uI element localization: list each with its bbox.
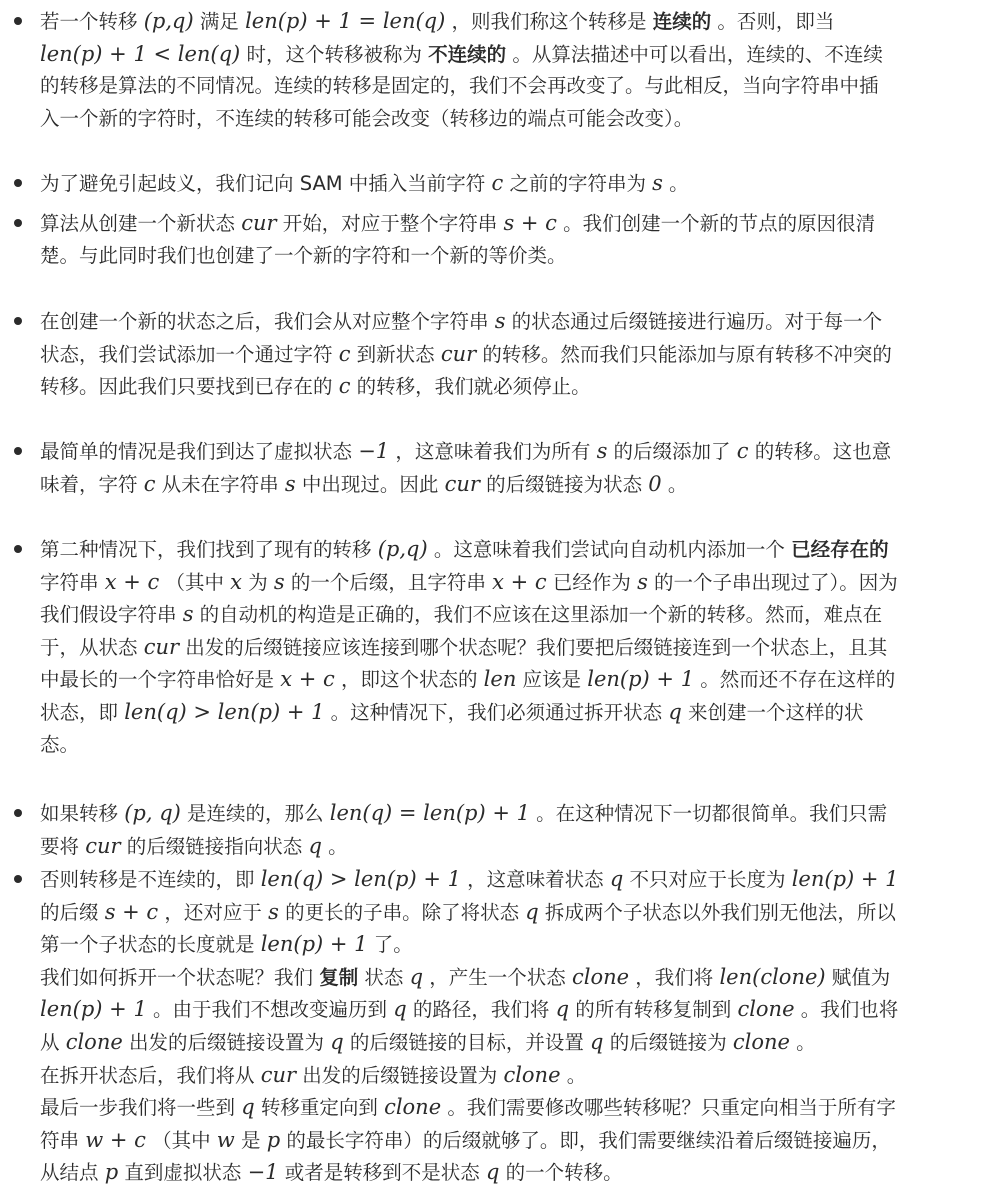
text-run: 。我们创建一个新的节点的原因很清 [556, 212, 876, 235]
math-inline: q [241, 1095, 255, 1119]
text-run: 应该是 [516, 668, 588, 691]
math-inline: c [491, 171, 504, 195]
text-run: 。由于我们不想改变遍历到 [146, 998, 394, 1021]
text-run: 。我们需要修改哪些转移呢？只重定向相当于所有字 [441, 1096, 896, 1119]
text-run: 或者是转移到不是状态 [278, 1161, 486, 1184]
text-line [40, 240, 567, 272]
text-run: 之前的字符串为 [503, 172, 653, 195]
text-run: 从结点 [40, 1161, 105, 1184]
text-run: 到新状态 [350, 343, 441, 366]
text-run: 。这种情况下，我们必须通过拆开状态 [324, 701, 669, 724]
math-inline: s [268, 900, 279, 924]
math-inline: c [338, 374, 351, 398]
text-run: 。这意味着我们尝试向自动机内添加一个 [427, 538, 792, 561]
text-run: 的后缀链接为 [603, 1031, 733, 1054]
text-line [40, 566, 898, 598]
text-run: 。 [321, 835, 348, 858]
bold-term: 连续的 [652, 10, 712, 33]
text-run: ，还对应于 [158, 901, 269, 924]
text-run: 。 [661, 473, 688, 496]
bold-term: 复制 [319, 966, 359, 989]
text-line [40, 696, 864, 728]
text-run: 的后缀链接的目标，并设置 [343, 1031, 591, 1054]
text-run: 。 [662, 172, 689, 195]
text-line [40, 863, 899, 895]
text-run: 否则转移是不连续的，即 [40, 868, 261, 891]
text-run: 开始，对应于整个字符串 [276, 212, 504, 235]
text-run: 楚。与此同时我们也创建了一个新的字符和一个新的等价类。 [40, 244, 567, 267]
text-run: 的一个后缀，且字符串 [284, 571, 493, 594]
math-inline: p [104, 1160, 119, 1184]
math-inline: q [409, 965, 424, 989]
text-run: 来创建一个这样的状 [681, 701, 864, 724]
text-run: 在拆开状态后，我们将从 [40, 1064, 261, 1087]
text-line [40, 830, 348, 862]
math-inline: len(p) + 1 [40, 997, 147, 1021]
math-inline: x + c [492, 570, 547, 594]
text-run: 的所有转移复制到 [569, 998, 738, 1021]
text-run: 的最长字符串）的后缀就够了。即，我们需要继续沿着后缀链接遍历， [280, 1129, 891, 1152]
math-inline: (p,q) [377, 537, 428, 561]
text-line [40, 103, 693, 135]
text-run: 最后一步我们将一些到 [40, 1096, 242, 1119]
text-run: 的转移。然而我们只能添加与原有转移不冲突的 [476, 343, 892, 366]
math-inline: (p, q) [124, 801, 181, 825]
text-run: 了。 [367, 933, 413, 956]
text-run: ，则我们称这个转移是 [445, 10, 653, 33]
text-line [40, 70, 879, 102]
text-run: 转移。因此我们只要找到已存在的 [40, 375, 339, 398]
text-run: 从 [40, 1031, 66, 1054]
math-inline: len(p) + 1 [587, 667, 695, 691]
text-run: 。然而还不存在这样的 [694, 668, 896, 691]
text-line [40, 1026, 816, 1058]
math-inline: s [273, 570, 285, 594]
bullet-dot-icon [14, 447, 22, 455]
text-run: ，产生一个状态 [423, 966, 572, 989]
math-inline: q [555, 997, 570, 1021]
text-run: 字符串 [40, 571, 105, 594]
text-run: ，即这个状态的 [334, 668, 484, 691]
math-inline: clone [65, 1030, 123, 1054]
text-run: 状态，即 [40, 701, 125, 724]
text-line [40, 896, 896, 928]
math-inline: q [668, 700, 682, 724]
text-run: 出发的后缀链接设置为 [122, 1031, 331, 1054]
bold-term: 不连续的 [428, 43, 507, 66]
text-run: 为 [242, 571, 274, 594]
math-inline: s + c [503, 211, 557, 235]
math-inline: −1 [358, 439, 390, 463]
bullet-dot-icon [14, 219, 22, 227]
text-run: 中出现过。因此 [295, 473, 445, 496]
text-run: 最简单的情况是我们到达了虚拟状态 [40, 440, 359, 463]
text-line [40, 435, 891, 467]
text-line [40, 370, 591, 402]
math-inline: q [308, 834, 322, 858]
math-inline: clone [571, 965, 630, 989]
text-run: 拆成两个子状态以外我们别无他法，所以 [538, 901, 896, 924]
math-inline: q [393, 997, 407, 1021]
text-line [40, 928, 413, 960]
text-line [40, 961, 890, 993]
text-line [40, 598, 882, 630]
text-run: 的一个转移。 [499, 1161, 623, 1184]
text-run: 要将 [40, 835, 86, 858]
text-line [40, 729, 79, 761]
text-run: 是连续的，那么 [180, 802, 330, 825]
text-run: 。我们也将 [794, 998, 899, 1021]
math-inline: q [330, 1030, 344, 1054]
text-line [40, 305, 882, 337]
text-run: （其中 [159, 571, 231, 594]
text-run: 第一个子状态的长度就是 [40, 933, 261, 956]
math-inline: s [284, 472, 296, 496]
text-run: 如果转移 [40, 802, 125, 825]
math-inline: cur [143, 635, 180, 659]
text-line [40, 5, 834, 37]
text-line [40, 993, 898, 1025]
bullet-dot-icon [14, 317, 22, 325]
math-inline: s [182, 602, 194, 626]
bullet-dot-icon [14, 875, 22, 883]
text-run: 的后缀链接为状态 [479, 473, 649, 496]
math-inline: s [596, 439, 608, 463]
math-inline: 0 [648, 472, 662, 496]
text-run: 算法从创建一个新状态 [40, 212, 242, 235]
math-inline: s [637, 570, 648, 594]
text-line [40, 797, 887, 829]
text-run: 入一个新的字符时，不连续的转移可能会改变（转移边的端点可能会改变）。 [40, 107, 694, 130]
text-run: 是 [234, 1129, 267, 1152]
text-run: 不只对应于长度为 [623, 868, 792, 891]
text-run: 味着，字符 [40, 473, 144, 496]
text-run: ，这意味着我们为所有 [389, 440, 597, 463]
math-inline: w [216, 1128, 235, 1152]
text-run: 已经作为 [546, 571, 638, 594]
math-inline: c [736, 439, 749, 463]
text-run: 的自动机的构造是正确的，我们不应该在这里添加一个新的转移。然而，难点在 [193, 603, 883, 626]
math-inline: cur [241, 211, 277, 235]
text-run: 从未在字符串 [155, 473, 285, 496]
bold-term: 已经存在的 [791, 538, 889, 561]
text-run: 状态，我们尝试添加一个通过字符 [40, 343, 339, 366]
text-run: 时，这个转移被称为 [240, 43, 429, 66]
text-run: 符串 [40, 1129, 86, 1152]
text-run: 赋值为 [825, 966, 891, 989]
text-line [40, 1059, 586, 1091]
math-inline: q [609, 867, 624, 891]
text-line [40, 167, 689, 199]
math-inline: c [338, 342, 351, 366]
text-run: 出发的后缀链接应该连接到哪个状态呢？我们要把后缀链接连到一个状态上，且其 [179, 636, 888, 659]
text-run: 。在这种情况下一切都很简单。我们只需 [529, 802, 888, 825]
math-inline: x + c [280, 667, 335, 691]
text-run: 满足 [193, 10, 246, 33]
math-inline: len(p) + 1 = len(q) [245, 9, 446, 33]
math-inline: len(q) > len(p) + 1 [260, 867, 461, 891]
math-inline: q [485, 1160, 500, 1184]
math-inline: w + c [85, 1128, 146, 1152]
text-line [40, 338, 892, 370]
math-inline: cur [440, 342, 477, 366]
text-line [40, 663, 895, 695]
math-inline: s [652, 171, 663, 195]
math-inline: (p,q) [143, 9, 194, 33]
text-run: 的后缀链接指向状态 [120, 835, 309, 858]
math-inline: s [494, 309, 506, 333]
text-run: 第二种情况下，我们找到了现有的转移 [40, 538, 378, 561]
text-run: 的状态通过后缀链接进行遍历。对于每一个 [505, 310, 883, 333]
text-run: 的转移，我们就必须停止。 [350, 375, 591, 398]
text-run: 。 [789, 1031, 816, 1054]
text-run: 转移重定向到 [254, 1096, 385, 1119]
math-inline: len(p) + 1 < len(q) [40, 42, 241, 66]
math-inline: clone [384, 1095, 442, 1119]
text-run: 我们假设字符串 [40, 603, 183, 626]
math-inline: cur [260, 1063, 297, 1087]
math-inline: len(q) > len(p) + 1 [124, 700, 325, 724]
bullet-dot-icon [14, 809, 22, 817]
text-run: 的更长的子串。除了将状态 [278, 901, 526, 924]
text-run: 。否则，即当 [711, 10, 835, 33]
text-run: ，这意味着状态 [460, 868, 610, 891]
text-run: 的路径，我们将 [406, 998, 556, 1021]
math-inline: −1 [247, 1160, 279, 1184]
text-run: 中最长的一个字符串恰好是 [40, 668, 281, 691]
text-run: 的一个子串出现过了）。因为 [647, 571, 898, 594]
bullet-dot-icon [14, 545, 22, 553]
text-run: 的转移。这也意 [748, 440, 892, 463]
math-inline: len(q) = len(p) + 1 [329, 801, 530, 825]
text-line [40, 631, 887, 663]
text-line [40, 468, 687, 500]
text-line [40, 1156, 623, 1188]
bullet-dot-icon [14, 179, 22, 187]
math-inline: len(clone) [719, 965, 826, 989]
math-inline: s + c [104, 900, 159, 924]
text-run: 状态 [358, 966, 410, 989]
math-inline: clone [737, 997, 795, 1021]
math-inline: c [143, 472, 156, 496]
text-line [40, 533, 889, 565]
text-run: 若一个转移 [40, 10, 144, 33]
math-inline: len(p) + 1 [791, 867, 899, 891]
text-run: 出发的后缀链接设置为 [296, 1064, 504, 1087]
math-inline: q [590, 1030, 604, 1054]
text-run: 的转移是算法的不同情况。连续的转移是固定的，我们不会再改变了。与此相反，当向字符串中插 [40, 74, 879, 97]
math-inline: q [525, 900, 539, 924]
text-run: 直到虚拟状态 [118, 1161, 248, 1184]
text-line [40, 207, 875, 239]
text-run: 。从算法描述中可以看出，连续的、不连续 [506, 43, 883, 66]
text-run: 的后缀 [40, 901, 105, 924]
text-run: 在创建一个新的状态之后，我们会从对应整个字符串 [40, 310, 495, 333]
text-run: 我们如何拆开一个状态呢？我们 [40, 966, 320, 989]
text-run: ，我们将 [629, 966, 720, 989]
text-line [40, 38, 883, 70]
math-inline: cur [85, 834, 121, 858]
text-run: （其中 [145, 1129, 217, 1152]
math-inline: len [483, 667, 517, 691]
math-inline: p [266, 1128, 281, 1152]
math-inline: len(p) + 1 [260, 932, 368, 956]
text-line [40, 1091, 896, 1123]
text-run: 于，从状态 [40, 636, 144, 659]
text-line [40, 1124, 891, 1156]
math-inline: x [230, 570, 243, 594]
math-inline: cur [444, 472, 480, 496]
text-run: 为了避免引起歧义，我们记向 SAM 中插入当前字符 [40, 172, 492, 195]
math-inline: clone [732, 1030, 790, 1054]
text-run: 的后缀添加了 [607, 440, 737, 463]
math-inline: clone [503, 1063, 561, 1087]
bullet-dot-icon [14, 17, 22, 25]
text-run: 。 [560, 1064, 587, 1087]
text-run: 态。 [40, 733, 80, 756]
math-inline: x + c [104, 570, 160, 594]
